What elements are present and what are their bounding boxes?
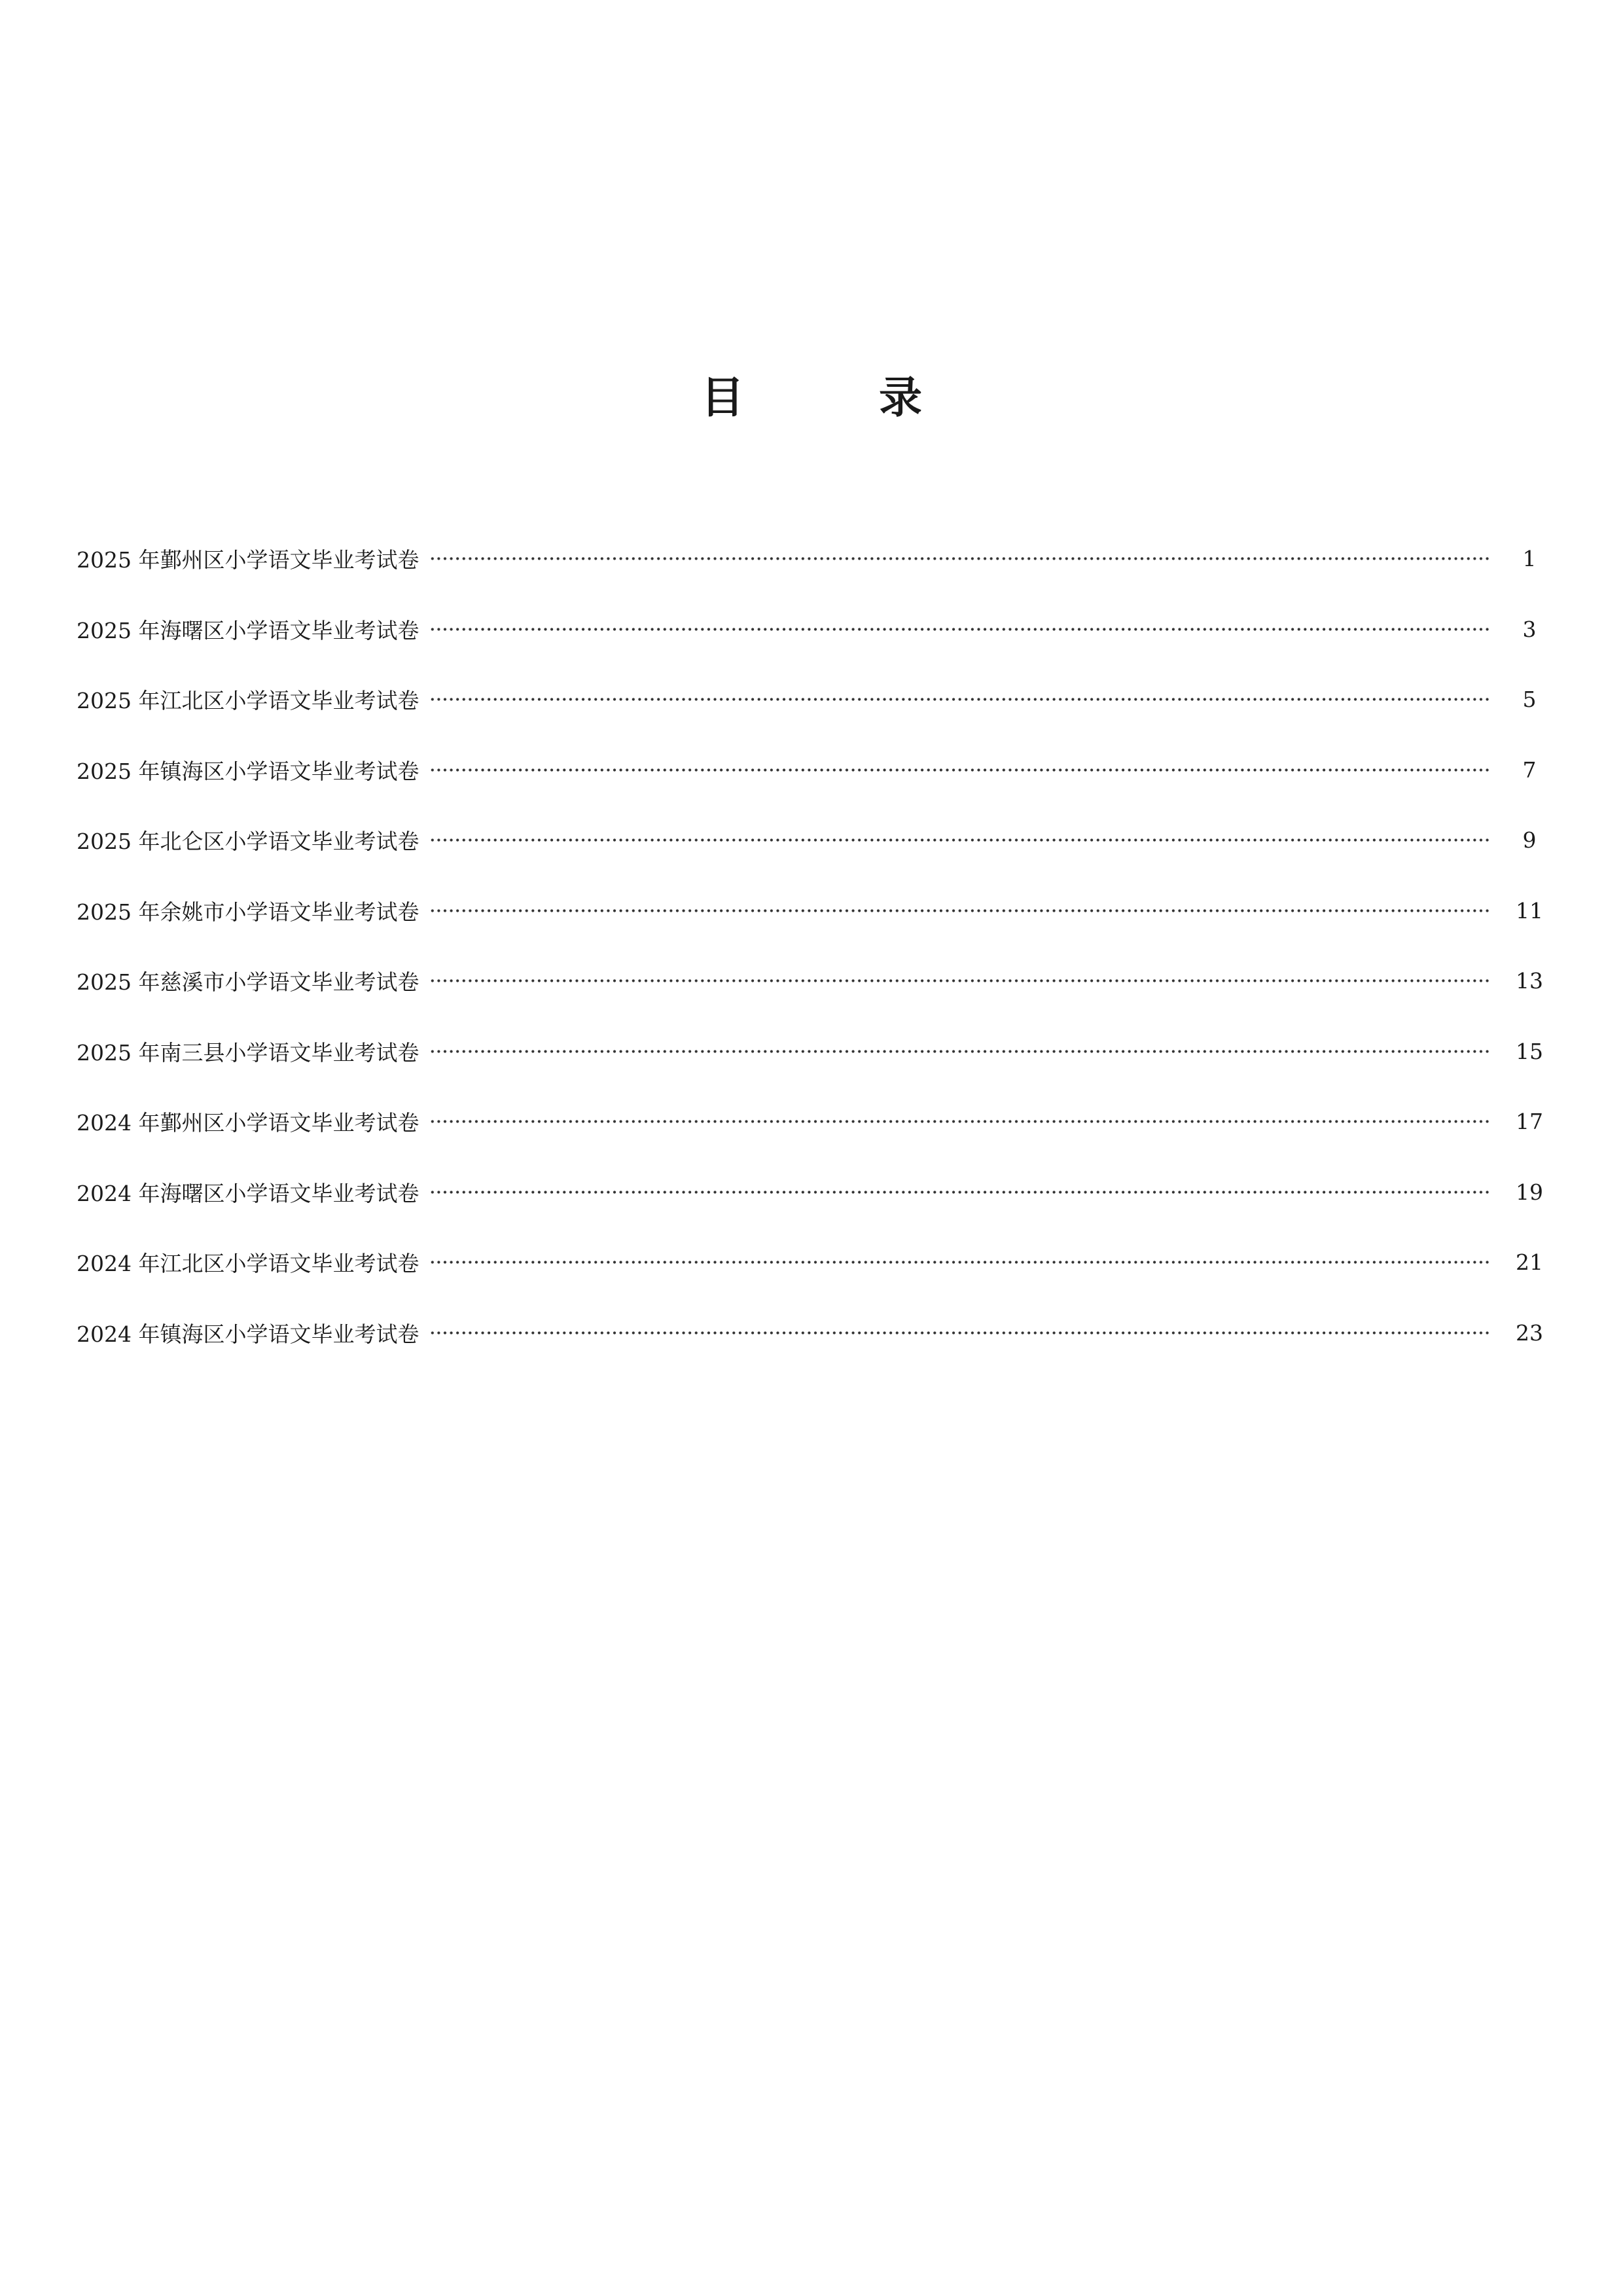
dot-leader xyxy=(429,1120,1491,1123)
toc-entry[interactable] xyxy=(77,1298,1549,1369)
toc-entry[interactable] xyxy=(77,594,1549,665)
toc-entry-title: 2025 年鄞州区小学语文毕业考试卷 xyxy=(77,547,419,573)
toc-entry-page: 9 xyxy=(1522,827,1537,853)
toc-entry[interactable] xyxy=(77,1016,1549,1087)
toc-entry-page: 7 xyxy=(1522,757,1537,783)
toc-entry-title: 2025 年南三县小学语文毕业考试卷 xyxy=(77,1039,419,1066)
toc-entry-page: 1 xyxy=(1522,546,1537,572)
dot-leader xyxy=(429,1261,1491,1264)
toc-entry[interactable] xyxy=(77,524,1549,594)
dot-leader xyxy=(429,909,1491,912)
dot-leader xyxy=(429,698,1491,701)
toc-entry-title: 2025 年海曙区小学语文毕业考试卷 xyxy=(77,617,419,643)
toc-entry-title: 2024 年镇海区小学语文毕业考试卷 xyxy=(77,1321,419,1347)
page-title: 目 录 xyxy=(701,372,968,423)
toc-entry-title: 2024 年江北区小学语文毕业考试卷 xyxy=(77,1251,419,1277)
toc-entry-title: 2025 年江北区小学语文毕业考试卷 xyxy=(77,688,419,714)
toc-entry-title: 2025 年余姚市小学语文毕业考试卷 xyxy=(77,899,419,925)
toc-entry[interactable] xyxy=(77,1086,1549,1157)
toc-entry-title: 2025 年北仑区小学语文毕业考试卷 xyxy=(77,829,419,855)
dot-leader xyxy=(429,979,1491,982)
dot-leader xyxy=(429,1050,1491,1053)
toc-entry-page: 15 xyxy=(1516,1038,1543,1064)
toc-entry-page: 17 xyxy=(1516,1109,1543,1135)
dot-leader xyxy=(429,557,1491,560)
toc-entry[interactable] xyxy=(77,876,1549,946)
toc-entry[interactable] xyxy=(77,735,1549,806)
toc-entry[interactable] xyxy=(77,805,1549,876)
toc-entry-page: 5 xyxy=(1522,687,1537,713)
dot-leader xyxy=(429,1191,1491,1194)
toc-entry-page: 11 xyxy=(1516,897,1543,924)
dot-leader xyxy=(429,628,1491,631)
toc-entry[interactable] xyxy=(77,1227,1549,1298)
toc-entry-page: 3 xyxy=(1522,616,1537,642)
toc-entry-title: 2025 年慈溪市小学语文毕业考试卷 xyxy=(77,969,419,996)
dot-leader xyxy=(429,838,1491,842)
table-of-contents xyxy=(77,524,1549,1368)
dot-leader xyxy=(429,768,1491,772)
toc-entry-page: 21 xyxy=(1516,1249,1543,1276)
toc-entry[interactable] xyxy=(77,664,1549,735)
toc-entry-title: 2024 年鄞州区小学语文毕业考试卷 xyxy=(77,1110,419,1136)
toc-entry-title: 2025 年镇海区小学语文毕业考试卷 xyxy=(77,758,419,784)
toc-entry-title: 2024 年海曙区小学语文毕业考试卷 xyxy=(77,1180,419,1206)
toc-entry[interactable] xyxy=(77,1157,1549,1228)
toc-entry-page: 19 xyxy=(1516,1179,1543,1205)
toc-entry[interactable] xyxy=(77,946,1549,1016)
toc-entry-page: 23 xyxy=(1516,1319,1543,1346)
toc-entry-page: 13 xyxy=(1516,968,1543,994)
dot-leader xyxy=(429,1331,1491,1335)
